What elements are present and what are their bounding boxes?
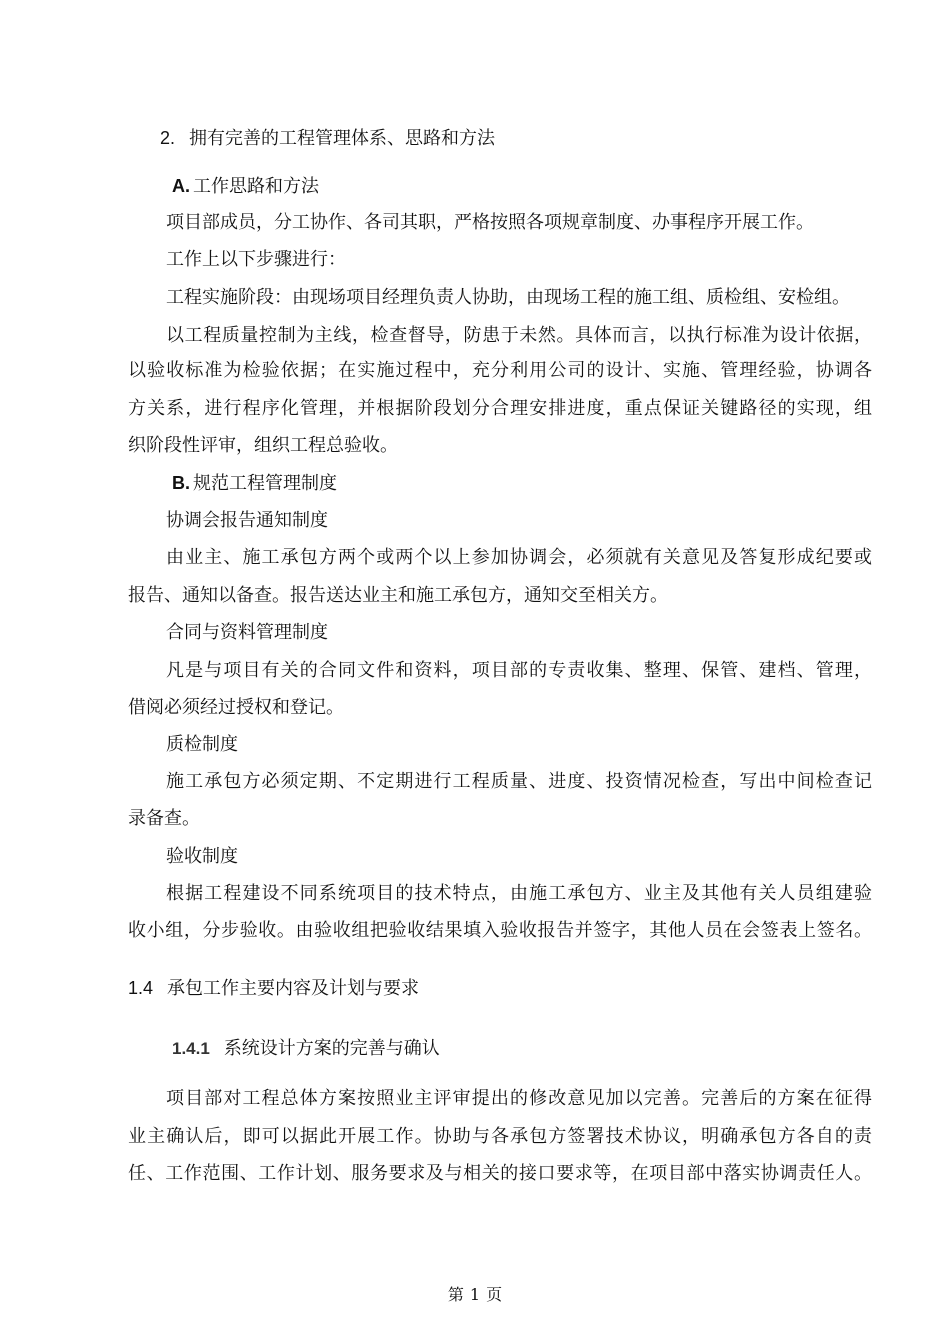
subheading-meeting: 协调会报告通知制度 bbox=[166, 510, 328, 531]
section-title: 规范工程管理制度 bbox=[193, 473, 337, 494]
item-2-heading bbox=[160, 126, 495, 150]
section-b-heading bbox=[172, 471, 337, 496]
page-number: 1 bbox=[469, 1285, 481, 1304]
section-number: 1.4 bbox=[128, 978, 154, 998]
paragraph-line: 方关系，进行程序化管理，并根据阶段划分合理安排进度，重点保证关键路径的实现，组 bbox=[128, 398, 872, 419]
section-title: 工作思路和方法 bbox=[193, 176, 319, 197]
section-letter: B. bbox=[172, 473, 190, 493]
paragraph-line: 收小组，分步验收。由验收组把验收结果填入验收报告并签字，其他人员在会签表上签名。 bbox=[128, 920, 872, 941]
paragraph: 工作上以下步骤进行： bbox=[166, 249, 346, 270]
paragraph-line: 任、工作范围、工作计划、服务要求及与相关的接口要求等，在项目部中落实协调责任人。 bbox=[128, 1163, 872, 1184]
paragraph-line: 根据工程建设不同系统项目的技术特点，由施工承包方、业主及其他有关人员组建验 bbox=[166, 883, 872, 904]
section-1-4-heading bbox=[128, 976, 419, 1000]
section-a-heading bbox=[172, 174, 319, 199]
section-title: 承包工作主要内容及计划与要求 bbox=[167, 978, 420, 998]
subheading-quality: 质检制度 bbox=[166, 734, 238, 755]
subheading-acceptance: 验收制度 bbox=[166, 846, 238, 867]
footer-suffix: 页 bbox=[486, 1285, 503, 1304]
paragraph-line: 业主确认后，即可以据此开展工作。协助与各承包方签署技术协议，明确承包方各自的责 bbox=[128, 1126, 872, 1147]
section-number: 1.4.1 bbox=[172, 1039, 210, 1058]
item-text: 拥有完善的工程管理体系、思路和方法 bbox=[189, 128, 496, 148]
paragraph-line: 以工程质量控制为主线，检查督导，防患于未然。具体而言，以执行标准为设计依据， bbox=[166, 325, 872, 346]
item-number: 2. bbox=[160, 128, 176, 148]
paragraph-line: 报告、通知以备查。报告送达业主和施工承包方，通知交至相关方。 bbox=[128, 585, 668, 606]
paragraph-line: 借阅必须经过授权和登记。 bbox=[128, 697, 344, 718]
page-footer bbox=[0, 1282, 950, 1305]
paragraph: 工程实施阶段：由现场项目经理负责人协助，由现场工程的施工组、质检组、安检组。 bbox=[166, 287, 850, 308]
paragraph-line: 凡是与项目有关的合同文件和资料，项目部的专责收集、整理、保管、建档、管理， bbox=[166, 660, 872, 681]
section-1-4-1-heading bbox=[172, 1036, 440, 1061]
paragraph-line: 录备查。 bbox=[128, 808, 200, 829]
footer-prefix: 第 bbox=[447, 1285, 464, 1304]
paragraph-line: 织阶段性评审，组织工程总验收。 bbox=[128, 435, 398, 456]
paragraph-line: 项目部对工程总体方案按照业主评审提出的修改意见加以完善。完善后的方案在征得 bbox=[166, 1088, 872, 1109]
paragraph-line: 施工承包方必须定期、不定期进行工程质量、进度、投资情况检查，写出中间检查记 bbox=[166, 771, 872, 792]
paragraph-line: 由业主、施工承包方两个或两个以上参加协调会，必须就有关意见及答复形成纪要或 bbox=[166, 547, 872, 568]
section-title: 系统设计方案的完善与确认 bbox=[223, 1038, 440, 1058]
paragraph-line: 以验收标准为检验依据；在实施过程中，充分利用公司的设计、实施、管理经验，协调各 bbox=[128, 360, 872, 381]
paragraph: 项目部成员，分工协作、各司其职，严格按照各项规章制度、办事程序开展工作。 bbox=[166, 212, 814, 233]
section-letter: A. bbox=[172, 176, 190, 196]
subheading-contract: 合同与资料管理制度 bbox=[166, 622, 328, 643]
